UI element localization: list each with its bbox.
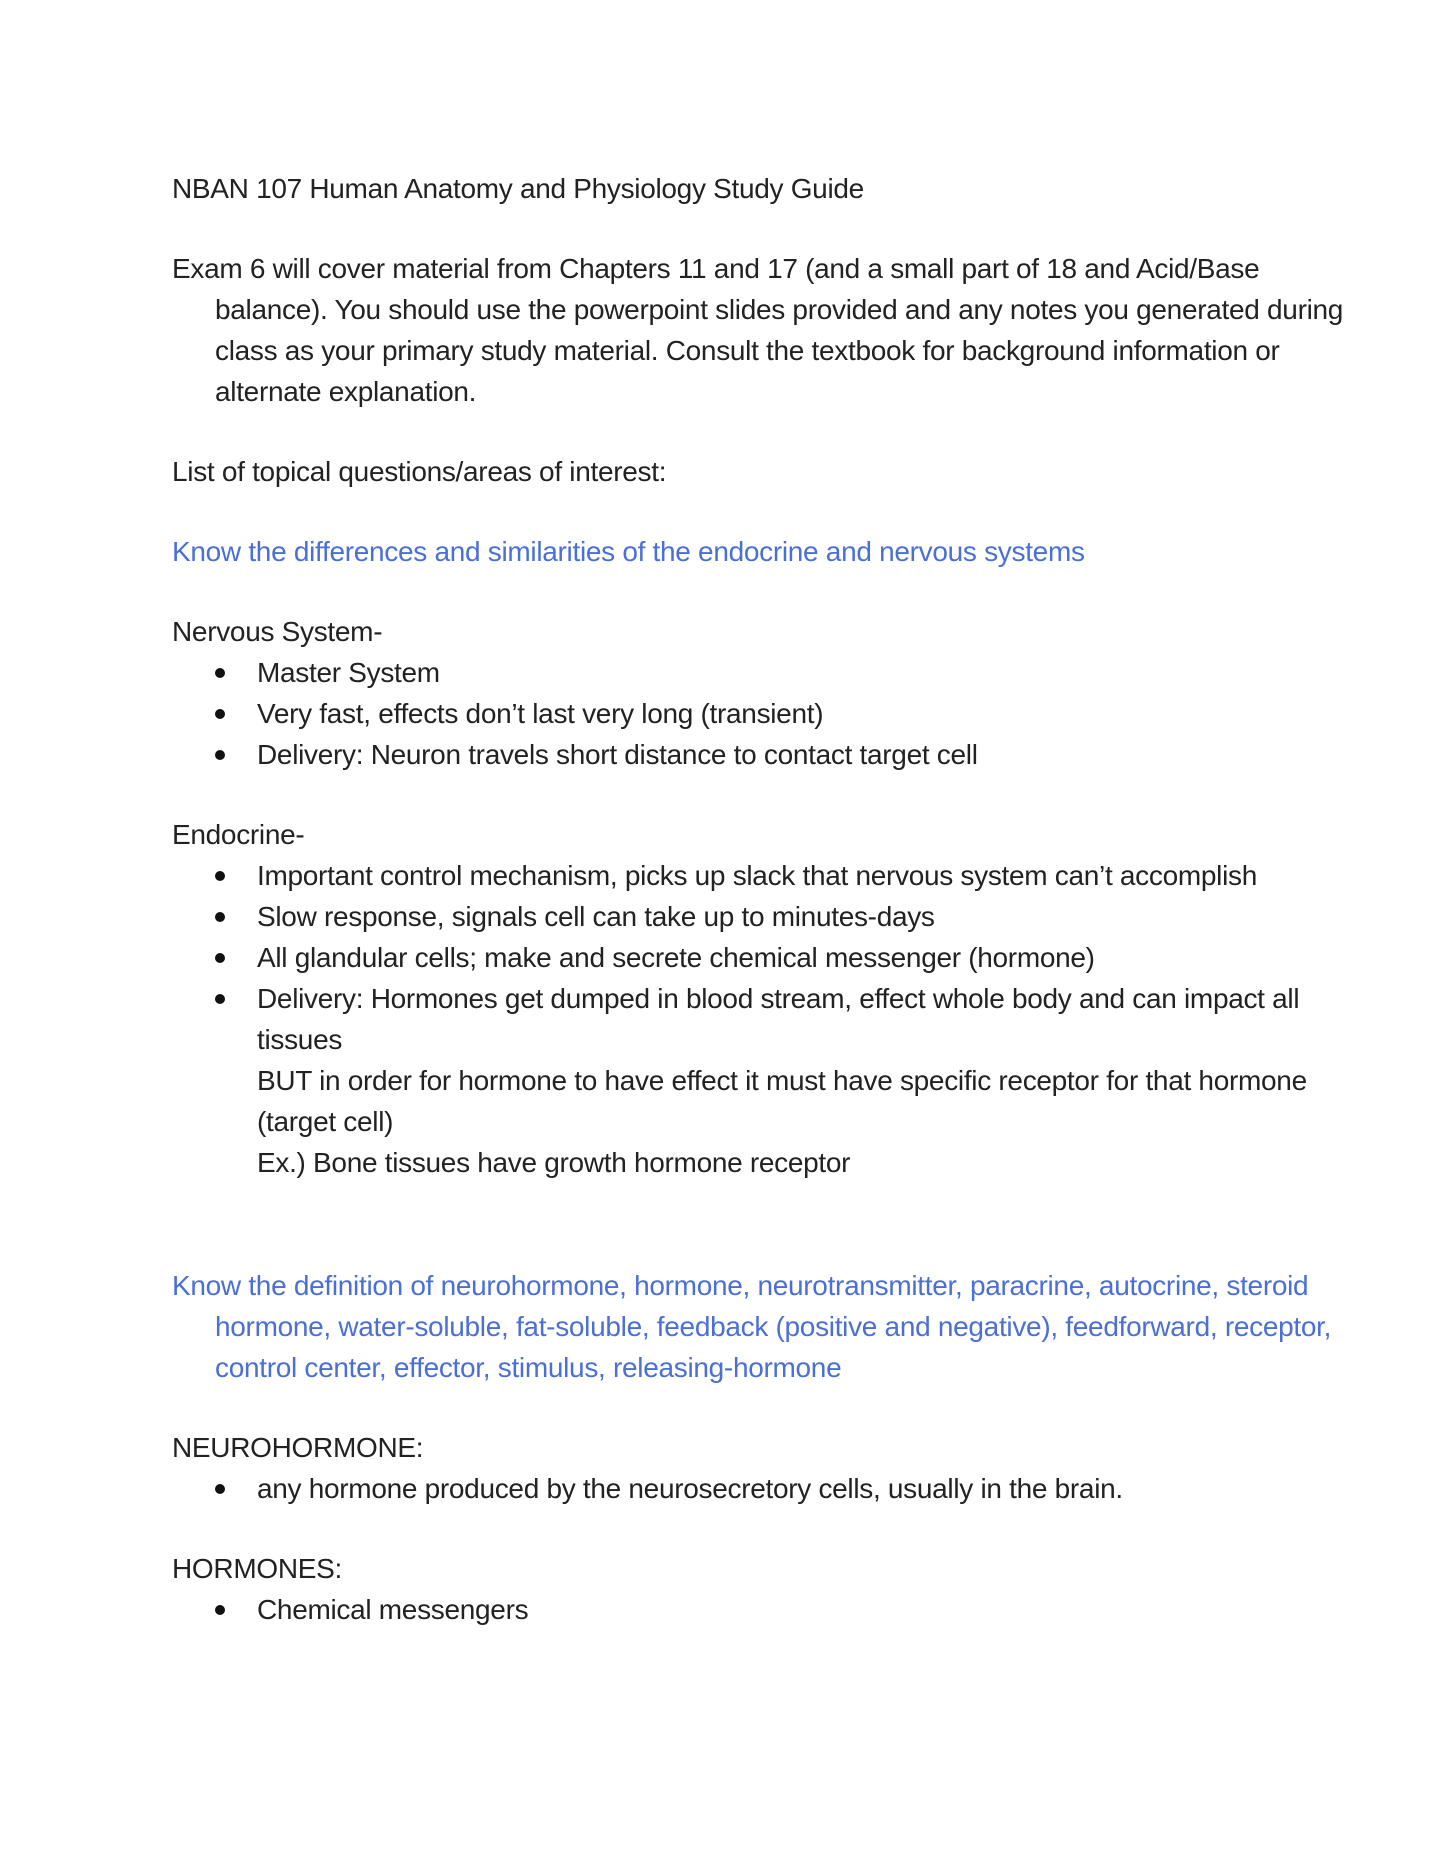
example-note: Ex.) Bone tissues have growth hormone receptor	[257, 1147, 851, 1178]
nervous-system-heading: Nervous System-	[172, 616, 383, 647]
list-item: Slow response, signals cell can take up to minutes-days	[257, 896, 1372, 937]
list-item: any hormone produced by the neurosecretory cells, usually in the brain.	[257, 1468, 1372, 1509]
list-item: Chemical messengers	[257, 1589, 1372, 1630]
delivery-line: Delivery: Hormones get dumped in blood stream, effect whole body and can impact all tissues	[257, 983, 1300, 1055]
topic-definitions: Know the definition of neurohormone, hormone, neurotransmitter, paracrine, autocrine, steroid hormone, water-soluble, fat-soluble, feedback (positive and negative), feedforward, receptor, control center, effector, stimulus, releasing-hormone	[172, 1270, 1332, 1383]
list-heading: List of topical questions/areas of interest:	[172, 456, 667, 487]
nervous-system-list	[172, 652, 1372, 775]
document-title: NBAN 107 Human Anatomy and Physiology Study Guide	[172, 173, 864, 204]
intro-paragraph: Exam 6 will cover material from Chapters 11 and 17 (and a small part of 18 and Acid/Base balance). You should use the powerpoint slides provided and any notes you generated during class as your primary study material. Consult the textbook for background information or alternate explanation.	[172, 253, 1344, 407]
receptor-note: BUT in order for hormone to have effect it must have specific receptor for that hormone (target cell)	[257, 1065, 1307, 1137]
list-item: All glandular cells; make and secrete chemical messenger (hormone)	[257, 937, 1372, 978]
neurohormone-heading: NEUROHORMONE:	[172, 1432, 424, 1463]
list-item-delivery	[257, 978, 1372, 1183]
list-item: Delivery: Neuron travels short distance to contact target cell	[257, 734, 1372, 775]
hormones-list	[172, 1589, 1372, 1630]
document-page	[172, 168, 1372, 1630]
topic-endocrine-vs-nervous: Know the differences and similarities of the endocrine and nervous systems	[172, 536, 1085, 567]
neurohormone-list	[172, 1468, 1372, 1509]
list-item: Master System	[257, 652, 1372, 693]
endocrine-heading: Endocrine-	[172, 819, 305, 850]
list-item: Very fast, effects don’t last very long (transient)	[257, 693, 1372, 734]
list-item: Important control mechanism, picks up slack that nervous system can’t accomplish	[257, 855, 1372, 896]
endocrine-list	[172, 855, 1372, 1183]
hormones-heading: HORMONES:	[172, 1553, 342, 1584]
